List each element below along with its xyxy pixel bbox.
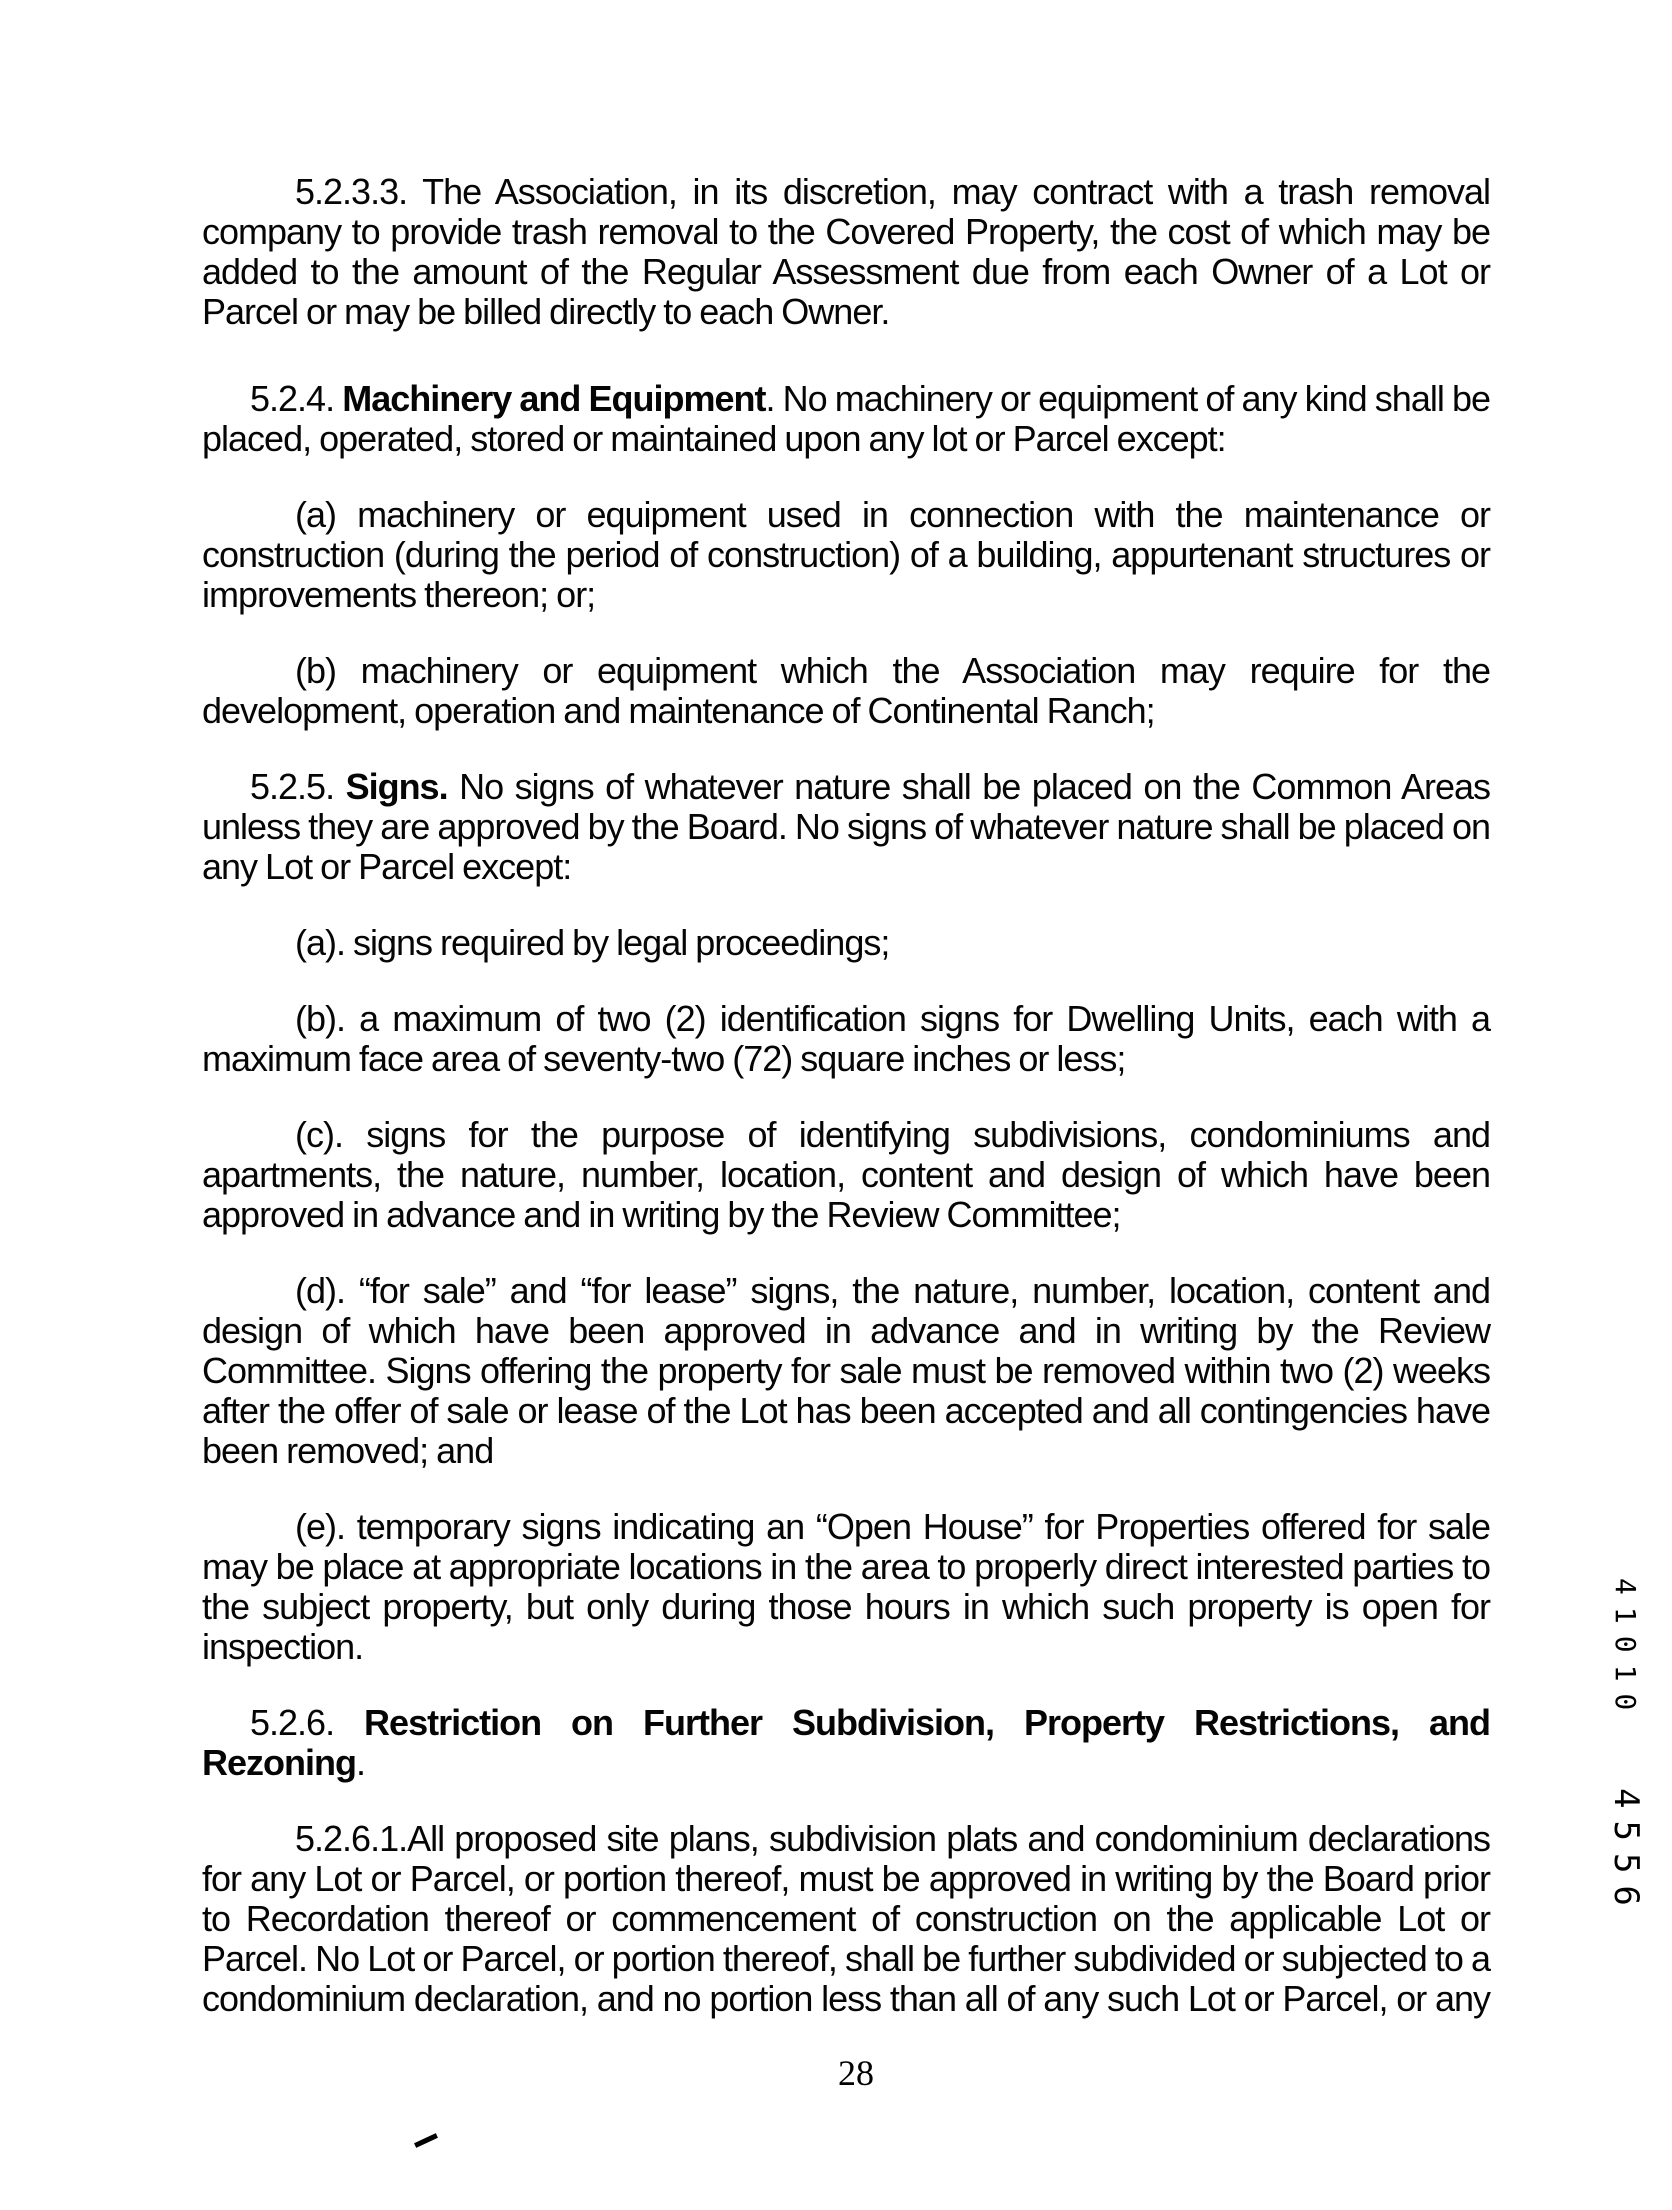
page-number: 28	[838, 2053, 874, 2093]
para-e-signs: (e). temporary signs indicating an “Open House” for Properties offered for sale may be place at appropriate locations in the area to properly direct interested parties to the subject property, but only during those hours in which such property is open for inspection.	[202, 1506, 1490, 1667]
para-b-machinery: (b) machinery or equipment which the Association may require for the development, operation and maintenance of Continental Ranch;	[202, 650, 1490, 731]
document-body	[202, 172, 1490, 2055]
para-5-2-3-3: 5.2.3.3. The Association, in its discretion, may contract with a trash removal company to provide trash removal to the Covered Property, the cost of which may be added to the amount of the Regular Assessment due from each Owner of a Lot or Parcel or may be billed directly to each Owner.	[202, 171, 1490, 332]
para-5-2-4: 5.2.4. Machinery and Equipment. No machinery or equipment of any kind shall be placed, operated, stored or maintained upon any lot or Parcel except:	[202, 378, 1490, 459]
para-b-signs: (b). a maximum of two (2) identification signs for Dwelling Units, each with a maximum face area of seventy-two (72) square inches or less;	[202, 998, 1490, 1079]
margin-stamp-lower: 4556	[1606, 1788, 1646, 1918]
para-5-2-5: 5.2.5. Signs. No signs of whatever nature shall be placed on the Common Areas unless they are approved by the Board. No signs of whatever nature shall be placed on any Lot or Parcel except:	[202, 766, 1490, 887]
para-a-machinery: (a) machinery or equipment used in connection with the maintenance or construction (during the period of construction) of a building, appurtenant structures or improvements thereon; or;	[202, 494, 1490, 615]
para-5-2-6-1: 5.2.6.1.All proposed site plans, subdivision plats and condominium declarations for any Lot or Parcel, or portion thereof, must be approved in writing by the Board prior to Recordation thereof or commencement of construction on the applicable Lot or Parcel. No Lot or Parcel, or portion thereof, shall be further subdivided or subjected to a condominium declaration, and no portion less than all of any such Lot or Parcel, or any	[202, 1818, 1490, 2019]
para-d-signs: (d). “for sale” and “for lease” signs, the nature, number, location, content and design of which have been approved in advance and in writing by the Review Committee. Signs offering the property for sale must be removed within two (2) weeks after the offer of sale or lease of the Lot has been accepted and all contingencies have been removed; and	[202, 1270, 1490, 1471]
margin-stamp-upper: 41010	[1609, 1578, 1642, 1723]
para-5-2-6: 5.2.6. Restriction on Further Subdivision, Property Restrictions, and Rezoning.	[202, 1702, 1490, 1783]
para-c-signs: (c). signs for the purpose of identifying subdivisions, condominiums and apartments, the nature, number, location, content and design of which have been approved in advance and in writing by the Review Committee;	[202, 1114, 1490, 1235]
para-a-signs: (a). signs required by legal proceedings;	[295, 922, 890, 963]
pen-mark	[414, 2133, 438, 2148]
